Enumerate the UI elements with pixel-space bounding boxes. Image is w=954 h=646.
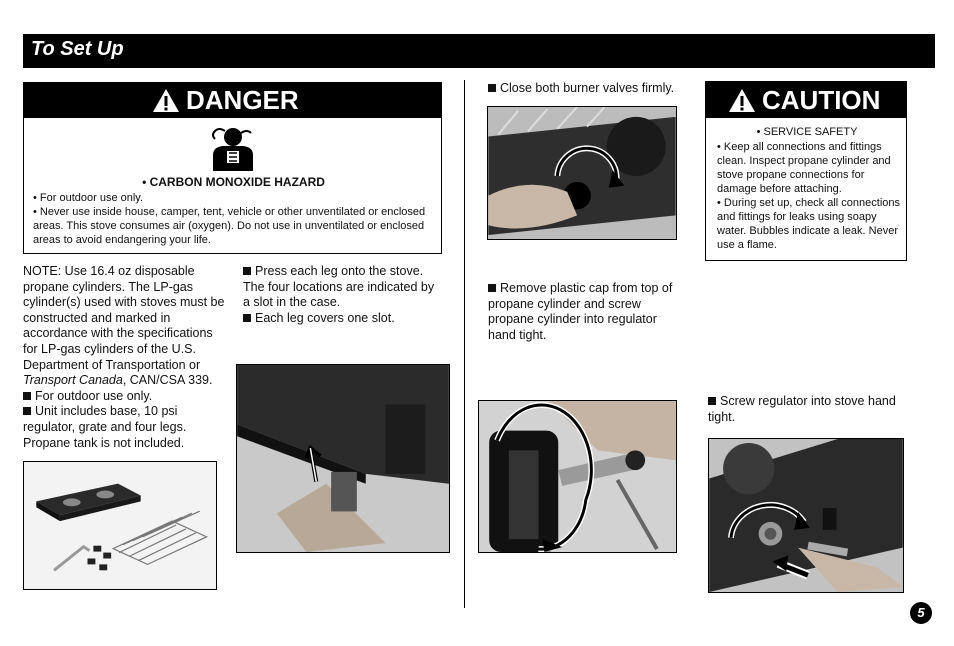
regulator-text: [708, 394, 908, 425]
danger-bullet-never-inside: • Never use inside house, camper, tent, vehicle or other unventilated or enclosed areas. This stove consumes air (oxygen). Do not use in unventilated or enclosed areas to avoid endangering your life.: [33, 206, 426, 246]
propane-cylinder-photo: [478, 400, 677, 553]
hazard-title: • CARBON MONOXIDE HAZARD: [142, 175, 325, 189]
danger-bullet-outdoor: • For outdoor use only.: [33, 192, 144, 204]
warning-triangle-icon: [152, 88, 180, 113]
note-item-includes: Unit includes base, 10 psi regulator, grate and four legs. Propane tank is not included.: [23, 404, 187, 450]
note-text: [23, 264, 228, 451]
legs-text: [243, 264, 443, 326]
caution-banner: [706, 82, 906, 118]
stove-parts-photo: [23, 461, 217, 590]
valves-text: [488, 81, 688, 97]
danger-banner: [24, 83, 441, 118]
caution-bullet-leaks: • During set up, check all connections and fittings for leaks using soapy water. Bubbles indicate a leak. Never use a flame.: [717, 197, 901, 251]
service-safety-title: • SERVICE SAFETY: [756, 126, 858, 138]
valves-item: Close both burner valves firmly.: [488, 81, 688, 97]
regulator-photo: [708, 438, 904, 593]
page-number: 5: [910, 602, 932, 624]
cylinder-item: Remove plastic cap from top of propane cylinder and screw propane cylinder into regulator hand tight.: [488, 281, 673, 342]
regulator-item: Screw regulator into stove hand tight.: [708, 394, 896, 424]
section-header: [23, 34, 935, 68]
section-title: To Set Up: [31, 38, 124, 60]
danger-label: DANGER: [186, 85, 299, 115]
leg-attach-photo: [236, 364, 450, 553]
warning-triangle-icon: [728, 88, 756, 113]
legs-item-press: Press each leg onto the stove. The four locations are indicated by a slot in the case.: [243, 264, 435, 310]
note-item-outdoor: For outdoor use only.: [23, 389, 228, 405]
burner-valve-photo: [487, 106, 677, 240]
cylinder-text: [488, 281, 688, 343]
carbon-monoxide-person-icon: [209, 125, 257, 171]
caution-bullet-clean: • Keep all connections and fittings clean. Inspect propane cylinder and stove propane connections for damage before attaching.: [717, 141, 891, 195]
note-paragraph: NOTE: Use 16.4 oz disposable propane cylinders. The LP-gas cylinder(s) used with stoves must be constructed and marked in accordance with the specifications for LP-gas cylinders of the U.S. Department of Transportation or Transport Canada, CAN/CSA 339.: [23, 264, 225, 388]
caution-box: [705, 81, 907, 261]
danger-box: [23, 82, 442, 254]
legs-item-covers: Each leg covers one slot.: [243, 311, 443, 327]
column-divider: [464, 80, 465, 608]
caution-label: CAUTION: [762, 84, 881, 115]
